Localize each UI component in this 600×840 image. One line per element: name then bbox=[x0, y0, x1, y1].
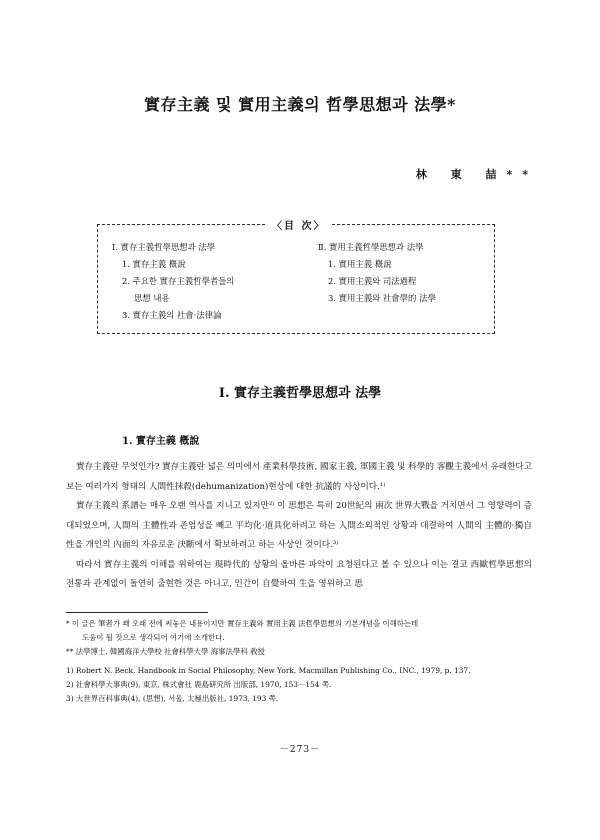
footnote: 1) Robert N. Beck, Handbook in Social Philosophy, New York, Macmillan Publishing Co., INC., 1979, p. 137. bbox=[66, 666, 471, 675]
paragraph: 實存主義란 무엇인가? 實存主義란 넓은 의미에서 產業科學技術, 國家主義, 軍國主義 및 科學的 客觀主義에서 유래한다고 보는 여러가지 형태의 人間性抹殺(dehumanization)현상에 대한 抗議的 사상이다.¹⁾ bbox=[66, 462, 532, 492]
paragraph: 實存主義의 系譜는 매우 오랜 역사를 지니고 있지만²⁾ 이 思想은 특히 20世紀의 兩次 世界大戰을 거치면서 그 영향력이 증대되었으며, 人間의 主體性과 존엄성을 빼고 平均化·道具化하려고 하는 人間소외적인 상황과 대결하여 人間의 主體的·獨自性을 개인의 內面의 자유로운 決斷에서 확보하려고 하는 사상인 것이다.³⁾ bbox=[66, 501, 532, 550]
article-title: 實存主義 및 實用主義의 哲學思想과 法學* bbox=[143, 95, 457, 114]
toc-left-column bbox=[112, 239, 297, 324]
toc-item: 1. 實用主義 槪說 bbox=[328, 259, 392, 269]
author-name: 林 東 喆** bbox=[415, 168, 538, 181]
footnote-double-star: ** 法學博士, 韓國海洋大學校 社會科學大學 海事法學科 敎授 bbox=[66, 647, 265, 656]
footnote: 3) 大世界百科事典(4), (思想), 서울, 太極出版社, 1973, 193 쪽. bbox=[66, 694, 279, 703]
toc-item: 3. 實存主義의 社會·法律論 bbox=[122, 310, 222, 320]
footnotes bbox=[66, 617, 534, 706]
section-heading: Ⅰ. 實存主義哲學思想과 法學 bbox=[218, 386, 382, 401]
footnote-star-continued: 도움이 될 것으로 생각되어 여기에 소개한다. bbox=[82, 633, 225, 642]
footnote-divider bbox=[66, 612, 208, 613]
toc-item: Ⅰ. 實存主義哲學思想과 法學 bbox=[112, 242, 216, 252]
toc-item: Ⅱ. 實用主義哲學思想과 法學 bbox=[318, 242, 424, 252]
footnote: 2) 社會科學大事典(9), 東京, 株式會社 鹿島研究所 出版部, 1970, 153－154 쪽. bbox=[66, 680, 332, 689]
page-number: －273－ bbox=[279, 745, 321, 755]
toc-item: 思想 내용 bbox=[134, 293, 170, 303]
toc-item: 2. 주요한 實存主義哲學者들의 bbox=[122, 276, 235, 286]
subsection-heading: 1. 實存主義 槪說 bbox=[122, 436, 200, 447]
toc-label: 〈目 次〉 bbox=[266, 217, 331, 232]
toc-item: 1. 實存主義 槪說 bbox=[122, 259, 186, 269]
toc-item: 2. 實用主義와 司法過程 bbox=[328, 276, 417, 286]
footnote-star: * 이 글은 筆者가 꽤 오래 전에 써놓은 내용이지만 實存主義와 實用主義 法哲學思想의 기본개념을 이해하는데 bbox=[66, 619, 419, 628]
toc-item: 3. 實用主義와 社會學的 法學 bbox=[328, 293, 436, 303]
toc-right-column bbox=[318, 239, 488, 307]
paragraph: 따라서 實存主義의 이해를 위하여는 現時代的 상황의 올바른 파악이 요청된다고 볼 수 있으나 이는 결코 西歐哲學思想의 전통과 관계없이 돌연히 출현한 것은 아니고, 인간이 自覺하여 生을 영위하고 思 bbox=[66, 559, 532, 589]
body-text bbox=[66, 458, 532, 595]
table-of-contents bbox=[97, 221, 495, 334]
